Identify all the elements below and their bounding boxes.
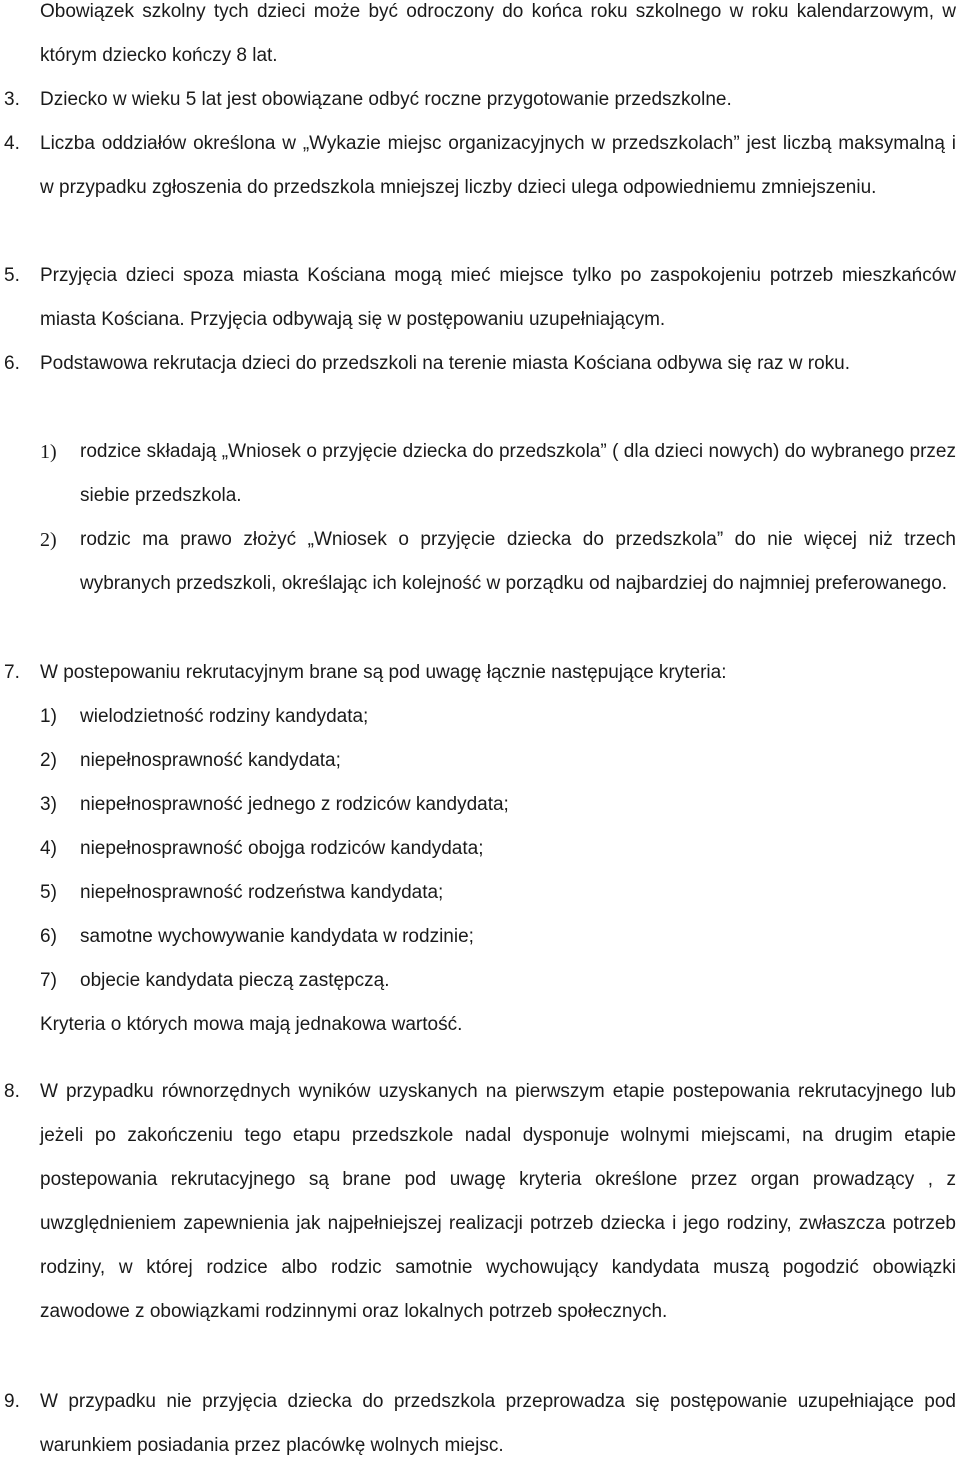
item-number: 9. [4,1391,20,1412]
criterion-number: 3) [40,794,57,815]
item-number: 7. [4,662,20,683]
item-text: Liczba oddziałów określona w „Wykazie miejsc organizacyjnych w przedszkolach” jest liczbą maksymalną i w przypadku zgłoszenia do przedszkola mniejszej liczby dzieci ulega odpowiedniemu zmniejszeniu. [40,133,956,198]
item-text: W przypadku równorzędnych wyników uzyskanych na pierwszym etapie postepowania rekrutacyjnego lub jeżeli po zakończeniu tego etapu przedszkole nadal dysponuje wolnymi miejscami, na drugim etapie postepowania rekrutacyjnego są brane pod uwagę kryteria określone przez organ prowadzący , z uwzględnieniem zapewnienia jak najpełniejszej realizacji potrzeb dziecka i jego rodziny, zwłaszcza potrzeb rodziny, w której rodzice albo rodzic samotnie wychowujący kandydata muszą pogodzić obowiązki zawodowe z obowiązkami rodzinnymi oraz lokalnych potrzeb społecznych. [40,1081,956,1322]
criterion-text: niepełnosprawność rodzeństwa kandydata; [80,882,444,903]
sub-item-number: 2) [40,529,57,551]
criterion-number: 5) [40,882,57,903]
sub-item-6-2 [0,518,960,606]
item-text: W postepowaniu rekrutacyjnym brane są pod uwagę łącznie następujące kryteria: [40,662,727,683]
criteria-list [0,695,960,1003]
sub-item-number: 1) [40,441,57,463]
list-item-5 [0,254,960,342]
list-item-4 [0,122,960,210]
intro-text: Obowiązek szkolny tych dzieci może być odroczony do końca roku szkolnego w roku kalendarzowym, w którym dziecko kończy 8 lat. [40,1,956,66]
criterion-text: niepełnosprawność jednego z rodziców kandydata; [80,794,509,815]
criterion-item [0,915,960,959]
criterion-item [0,695,960,739]
sub-item-text: rodzice składają „Wniosek o przyjęcie dziecka do przedszkola” ( dla dzieci nowych) do wybranego przez siebie przedszkola. [80,441,956,506]
criterion-text: wielodzietność rodziny kandydata; [80,706,369,727]
list-item-8 [0,1070,960,1334]
sub-item-text: rodzic ma prawo złożyć „Wniosek o przyjęcie dziecka do przedszkola” do nie więcej niż trzech wybranych przedszkoli, określając ich kolejność w porządku od najbardziej do najmniej preferowanego. [80,529,956,594]
criteria-note [0,1003,956,1047]
criterion-text: objecie kandydata pieczą zastępczą. [80,970,390,991]
list-item-7 [0,651,960,695]
sub-item-6-1 [0,430,960,518]
item-text: W przypadku nie przyjęcia dziecka do przedszkola przeprowadza się postępowanie uzupełniające pod warunkiem posiadania przez placówkę wolnych miejsc. [40,1391,956,1456]
criterion-text: niepełnosprawność obojga rodziców kandydata; [80,838,484,859]
list-item-6 [0,342,960,386]
item-number: 8. [4,1081,20,1102]
item-number: 4. [4,133,20,154]
list-item-9 [0,1380,960,1468]
criterion-number: 4) [40,838,57,859]
criterion-item [0,783,960,827]
criterion-text: samotne wychowywanie kandydata w rodzinie; [80,926,474,947]
item-number: 3. [4,89,20,110]
list-item-3 [0,78,960,122]
criterion-number: 7) [40,970,57,991]
criterion-number: 6) [40,926,57,947]
item-text: Dziecko w wieku 5 lat jest obowiązane odbyć roczne przygotowanie przedszkolne. [40,89,732,110]
criterion-number: 1) [40,706,57,727]
item-text: Podstawowa rekrutacja dzieci do przedszkoli na terenie miasta Kościana odbywa się raz w roku. [40,353,851,374]
criterion-item [0,739,960,783]
item-number: 5. [4,265,20,286]
criterion-item [0,827,960,871]
criterion-item [0,871,960,915]
criterion-text: niepełnosprawność kandydata; [80,750,341,771]
intro-paragraph [0,0,956,78]
criterion-number: 2) [40,750,57,771]
item-number: 6. [4,353,20,374]
item-text: Przyjęcia dzieci spoza miasta Kościana mogą mieć miejsce tylko po zaspokojeniu potrzeb mieszkańców miasta Kościana. Przyjęcia odbywają się w postępowaniu uzupełniającym. [40,265,956,330]
criteria-note-text: Kryteria o których mowa mają jednakowa wartość. [40,1014,463,1035]
criterion-item [0,959,960,1003]
